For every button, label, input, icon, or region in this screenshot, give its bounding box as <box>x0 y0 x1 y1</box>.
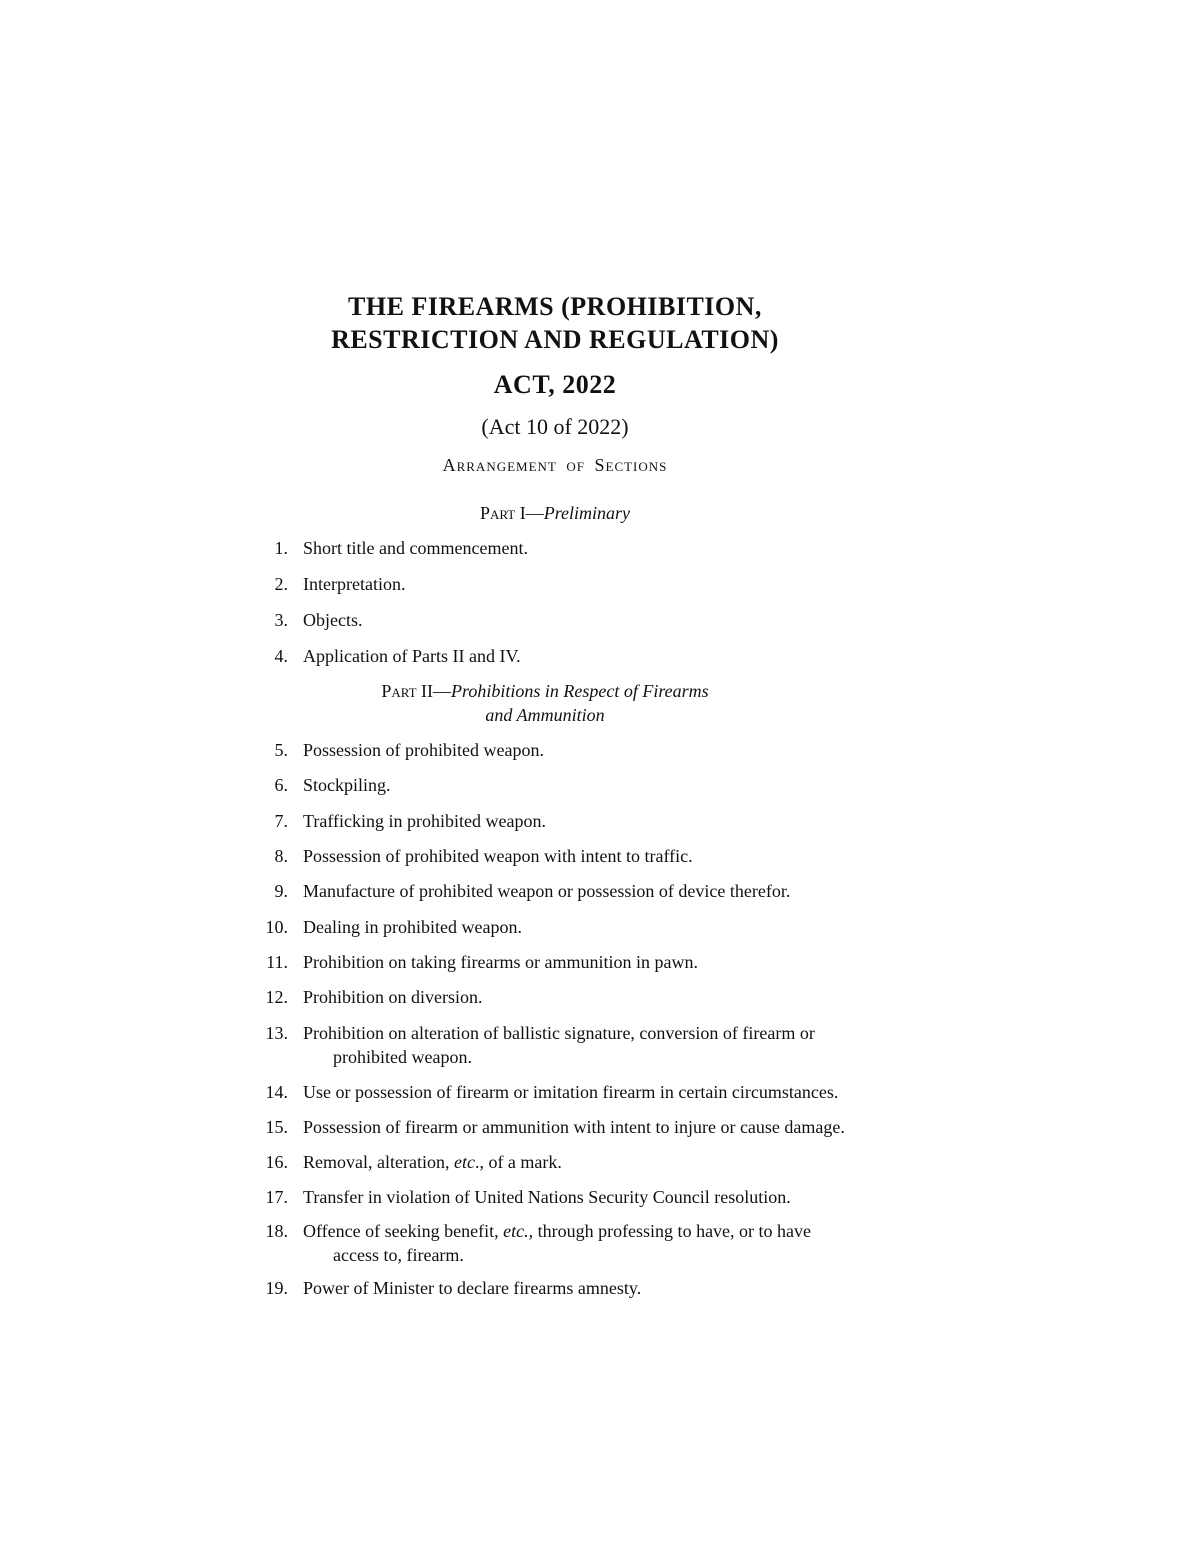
section-item[interactable] <box>262 608 862 632</box>
section-number: 19. <box>265 1278 288 1298</box>
section-item[interactable] <box>262 915 862 939</box>
section-number: 6. <box>274 775 288 795</box>
section-title-line-1 <box>303 1221 811 1241</box>
section-title-part: Removal, alteration, <box>303 1152 454 1172</box>
section-title: Trafficking in prohibited weapon. <box>303 811 546 831</box>
section-item[interactable] <box>262 1276 862 1300</box>
section-item[interactable] <box>262 572 862 596</box>
section-title: Prohibition on taking firearms or ammunition in pawn. <box>303 952 698 972</box>
section-number: 16. <box>265 1152 288 1172</box>
part-title: Preliminary <box>543 503 631 523</box>
section-number: 8. <box>274 846 288 866</box>
section-title: Possession of firearm or ammunition with intent to injure or cause damage. <box>303 1117 845 1137</box>
section-item[interactable] <box>262 1219 862 1267</box>
act-year-heading: ACT, 2022 <box>493 370 617 399</box>
section-number: 14. <box>265 1082 288 1102</box>
section-title-line-1: Prohibition on alteration of ballistic signature, conversion of firearm or <box>303 1023 815 1043</box>
section-item[interactable] <box>262 1150 862 1174</box>
section-item[interactable] <box>262 809 862 833</box>
section-title-part: Offence of seeking benefit, <box>303 1221 504 1241</box>
section-number: 11. <box>266 952 288 972</box>
section-number: 2. <box>274 574 288 594</box>
section-title: Prohibition on diversion. <box>303 987 483 1007</box>
section-item[interactable] <box>262 844 862 868</box>
section-item[interactable] <box>262 950 862 974</box>
section-title: Short title and commencement. <box>303 538 528 558</box>
title-block <box>260 290 850 477</box>
section-title <box>303 1219 862 1267</box>
section-number: 17. <box>265 1187 288 1207</box>
act-title-line-2: RESTRICTION AND REGULATION) <box>331 325 779 354</box>
section-title: Possession of prohibited weapon with intent to traffic. <box>303 846 693 866</box>
section-title-part: through professing to have, or to have <box>533 1221 812 1241</box>
section-title: Manufacture of prohibited weapon or possession of device therefor. <box>303 881 791 901</box>
part-label: Part I— <box>479 503 544 523</box>
section-number: 4. <box>274 646 288 666</box>
section-title-part: ., of a mark. <box>474 1152 562 1172</box>
section-title: Possession of prohibited weapon. <box>303 740 544 760</box>
act-number: (Act 10 of 2022) <box>481 414 629 439</box>
section-number: 3. <box>274 610 288 630</box>
part-title-line-2: and Ammunition <box>485 705 605 725</box>
arrangement-heading: Arrangement of Sections <box>442 455 668 475</box>
section-title-continuation: prohibited weapon. <box>333 1047 472 1067</box>
section-title: Dealing in prohibited weapon. <box>303 917 522 937</box>
section-number: 7. <box>274 811 288 831</box>
section-number: 10. <box>265 917 288 937</box>
section-number: 13. <box>265 1023 288 1043</box>
part-label: Part II— <box>381 681 452 701</box>
section-title: Power of Minister to declare firearms amnesty. <box>303 1278 642 1298</box>
section-item[interactable] <box>262 1185 862 1209</box>
section-title <box>303 1021 862 1069</box>
section-item[interactable] <box>262 879 862 903</box>
section-number: 5. <box>274 740 288 760</box>
section-item[interactable] <box>262 1080 862 1104</box>
section-title-italic: etc., <box>503 1221 534 1241</box>
act-title-line-1: THE FIREARMS (PROHIBITION, <box>348 292 762 321</box>
section-item[interactable] <box>262 1021 862 1069</box>
section-title: Interpretation. <box>303 574 406 594</box>
section-item[interactable] <box>262 773 862 797</box>
section-title <box>303 1150 862 1174</box>
section-item[interactable] <box>262 985 862 1009</box>
section-title: Application of Parts II and IV. <box>303 646 521 666</box>
section-number: 15. <box>265 1117 288 1137</box>
section-item[interactable] <box>262 1115 862 1139</box>
section-title: Transfer in violation of United Nations Security Council resolution. <box>303 1187 791 1207</box>
section-number: 9. <box>274 881 288 901</box>
section-number: 12. <box>265 987 288 1007</box>
section-title: Stockpiling. <box>303 775 391 795</box>
part-title: Prohibitions in Respect of Firearms <box>451 681 709 701</box>
section-number: 1. <box>274 538 288 558</box>
section-title-continuation: access to, firearm. <box>333 1245 464 1265</box>
section-item[interactable] <box>262 536 862 560</box>
part-heading-2 <box>340 679 750 727</box>
section-number: 18. <box>265 1221 288 1241</box>
section-title: Objects. <box>303 610 363 630</box>
section-item[interactable] <box>262 644 862 668</box>
section-item[interactable] <box>262 738 862 762</box>
part-heading-1 <box>260 501 850 525</box>
section-title: Use or possession of firearm or imitation firearm in certain circumstances. <box>303 1082 839 1102</box>
section-title-italic: etc <box>453 1152 475 1172</box>
